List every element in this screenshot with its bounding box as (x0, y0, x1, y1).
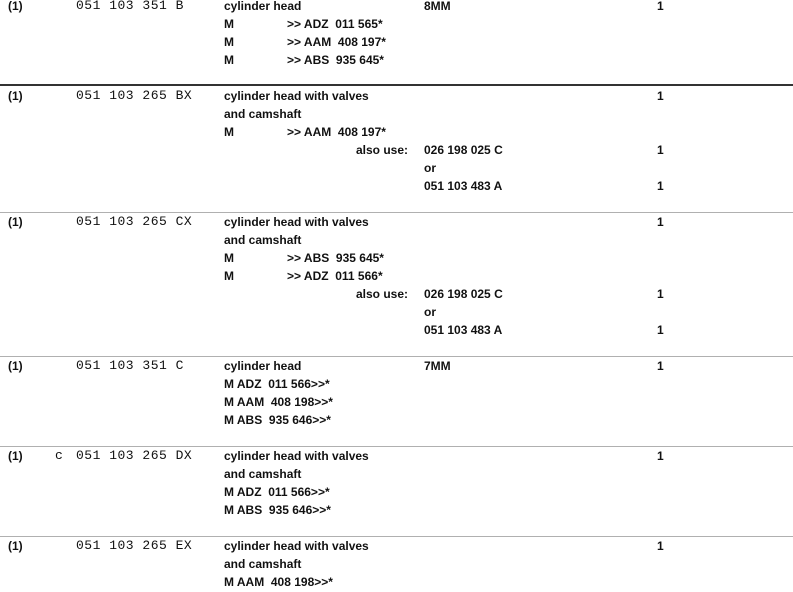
quantity-cell: 1 (657, 359, 664, 373)
model-range-cell: >> ABS 935 645* (287, 53, 384, 67)
description-line: and camshaft (224, 557, 302, 571)
model-range-cell: >> ADZ 011 565* (287, 17, 383, 31)
alternative-part-number: 051 103 483 A (424, 323, 503, 337)
position-cell: (1) (8, 359, 23, 373)
quantity-cell: 1 (657, 215, 664, 229)
or-label: or (424, 305, 436, 319)
quantity-cell: 1 (657, 539, 664, 553)
model-range-cell: >> AAM 408 197* (287, 125, 386, 139)
part-number-cell: 051 103 265 CX (76, 214, 193, 229)
description-line: cylinder head (224, 359, 302, 373)
position-cell: (1) (8, 539, 23, 553)
note-cell: 8MM (424, 0, 451, 13)
description-line: and camshaft (224, 467, 302, 481)
model-range-cell: >> ADZ 011 566* (287, 269, 383, 283)
description-line: M ADZ 011 566>>* (224, 485, 330, 499)
description-line: M ABS 935 646>>* (224, 503, 331, 517)
description-line: M (224, 17, 234, 31)
description-line: cylinder head with valves (224, 449, 369, 463)
description-line: cylinder head (224, 0, 302, 13)
row-divider (0, 84, 793, 86)
part-number-cell: 051 103 351 B (76, 0, 184, 13)
description-line: M (224, 35, 234, 49)
or-label: or (424, 161, 436, 175)
description-line: cylinder head with valves (224, 215, 369, 229)
description-line: cylinder head with valves (224, 539, 369, 553)
quantity-cell: 1 (657, 0, 664, 13)
model-range-cell: >> ABS 935 645* (287, 251, 384, 265)
alternative-quantity: 1 (657, 287, 664, 301)
alternative-quantity: 1 (657, 323, 664, 337)
part-number-cell: 051 103 265 EX (76, 538, 193, 553)
description-line: M (224, 269, 234, 283)
description-line: M (224, 125, 234, 139)
position-cell: (1) (8, 215, 23, 229)
change-flag: c (55, 448, 64, 463)
model-range-cell: >> AAM 408 197* (287, 35, 386, 49)
alternative-quantity: 1 (657, 143, 664, 157)
description-line: M AAM 408 198>>* (224, 575, 333, 589)
quantity-cell: 1 (657, 449, 664, 463)
description-line: M (224, 251, 234, 265)
position-cell: (1) (8, 449, 23, 463)
description-line: cylinder head with valves (224, 89, 369, 103)
part-number-cell: 051 103 265 DX (76, 448, 193, 463)
description-line: M ADZ 011 566>>* (224, 377, 330, 391)
alternative-part-number: 026 198 025 C (424, 143, 503, 157)
description-line: M (224, 53, 234, 67)
description-line: M AAM 408 198>>* (224, 395, 333, 409)
also-use-label: also use: (356, 287, 409, 301)
part-number-cell: 051 103 265 BX (76, 88, 193, 103)
description-line: and camshaft (224, 107, 302, 121)
alternative-quantity: 1 (657, 179, 664, 193)
position-cell: (1) (8, 0, 23, 13)
description-line: and camshaft (224, 233, 302, 247)
alternative-part-number: 026 198 025 C (424, 287, 503, 301)
description-line: M ABS 935 646>>* (224, 413, 331, 427)
note-cell: 7MM (424, 359, 451, 373)
alternative-part-number: 051 103 483 A (424, 179, 503, 193)
also-use-label: also use: (356, 143, 409, 157)
quantity-cell: 1 (657, 89, 664, 103)
part-number-cell: 051 103 351 C (76, 358, 184, 373)
position-cell: (1) (8, 89, 23, 103)
